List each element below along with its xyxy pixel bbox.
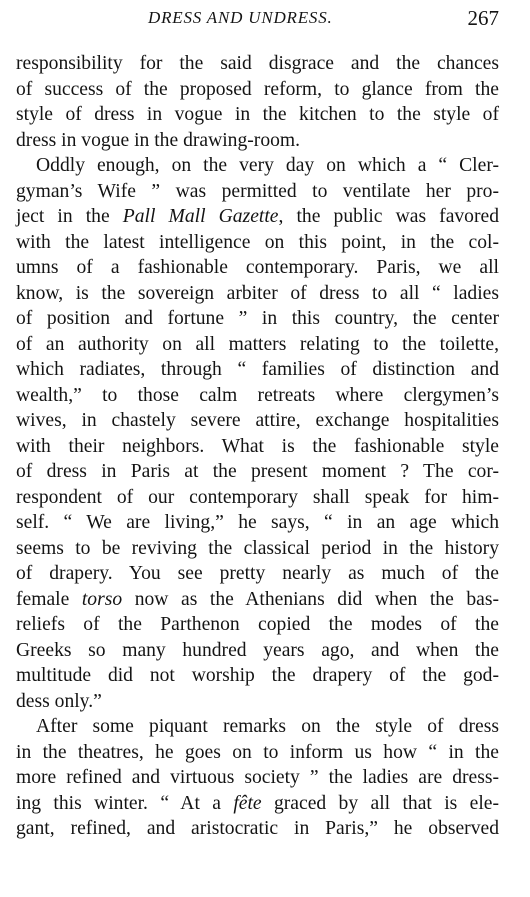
text-line: ject in the Pall Mall Gazette, the public was favored	[16, 206, 499, 227]
text-line: reliefs of the Parthenon copied the modes of the	[16, 614, 499, 635]
italic-word: fête	[233, 792, 262, 814]
body-text	[16, 51, 499, 842]
text-line: Oddly enough, on the very day on which a “ Cler-	[36, 155, 499, 176]
page-number: 267	[467, 6, 499, 30]
page-header	[16, 6, 499, 34]
text-line: responsibility for the said disgrace and the chances	[16, 53, 499, 74]
text-line: with the latest intelligence on this point, in the col-	[16, 231, 499, 253]
text-line: of drapery. You see pretty nearly as much of the	[16, 563, 499, 584]
text-line: respondent of our contemporary shall speak for him-	[16, 486, 499, 508]
italic-word: torso	[81, 588, 123, 610]
text-line: gant, refined, and aristocratic in Paris,” he observed	[16, 818, 499, 839]
text-line: self. “ We are living,” he says, “ in an age which	[16, 512, 499, 533]
text-line: which radiates, through “ families of distinction and	[16, 359, 499, 380]
text-line: After some piquant remarks on the style of dress	[36, 716, 499, 737]
italic-title: Pall Mall Gazette	[122, 206, 279, 227]
text-line: with their neighbors. What is the fashionable style	[16, 435, 499, 457]
text-line: ing this winter. “ At a fête graced by all that is ele-	[16, 792, 499, 814]
text-line: multitude did not worship the drapery of the god-	[16, 665, 499, 686]
text-line: wives, in chastely severe attire, exchange hospitalities	[16, 410, 499, 431]
text-line: more refined and virtuous society ” the ladies are dress-	[16, 767, 499, 788]
text-line: know, is the sovereign arbiter of dress to all “ ladies	[16, 282, 499, 304]
text-line: of an authority on all matters relating to the toilette,	[16, 333, 499, 355]
text-line: dress in vogue in the drawing-room.	[16, 129, 301, 151]
text-line: gyman’s Wife ” was permitted to ventilate her pro-	[16, 180, 499, 202]
text-line: of position and fortune ” in this country, the center	[16, 308, 499, 329]
text-line: style of dress in vogue in the kitchen to the style of	[16, 104, 499, 125]
text-line: of dress in Paris at the present moment ? The cor-	[16, 461, 499, 482]
text-line: female torso now as the Athenians did when the bas-	[16, 588, 499, 610]
text-line: wealth,” to those calm retreats where clergymen’s	[16, 384, 499, 406]
text-line: Greeks so many hundred years ago, and when the	[16, 639, 499, 661]
text-line: in the theatres, he goes on to inform us how “ in the	[16, 741, 499, 763]
text-line: of success of the proposed reform, to glance from the	[16, 78, 499, 100]
text-line: umns of a fashionable contemporary. Paris, we all	[16, 257, 499, 278]
running-title: DRESS AND UNDRESS.	[148, 8, 333, 27]
text-line: seems to be reviving the classical period in the history	[16, 537, 499, 559]
text-line: dess only.”	[16, 690, 102, 712]
